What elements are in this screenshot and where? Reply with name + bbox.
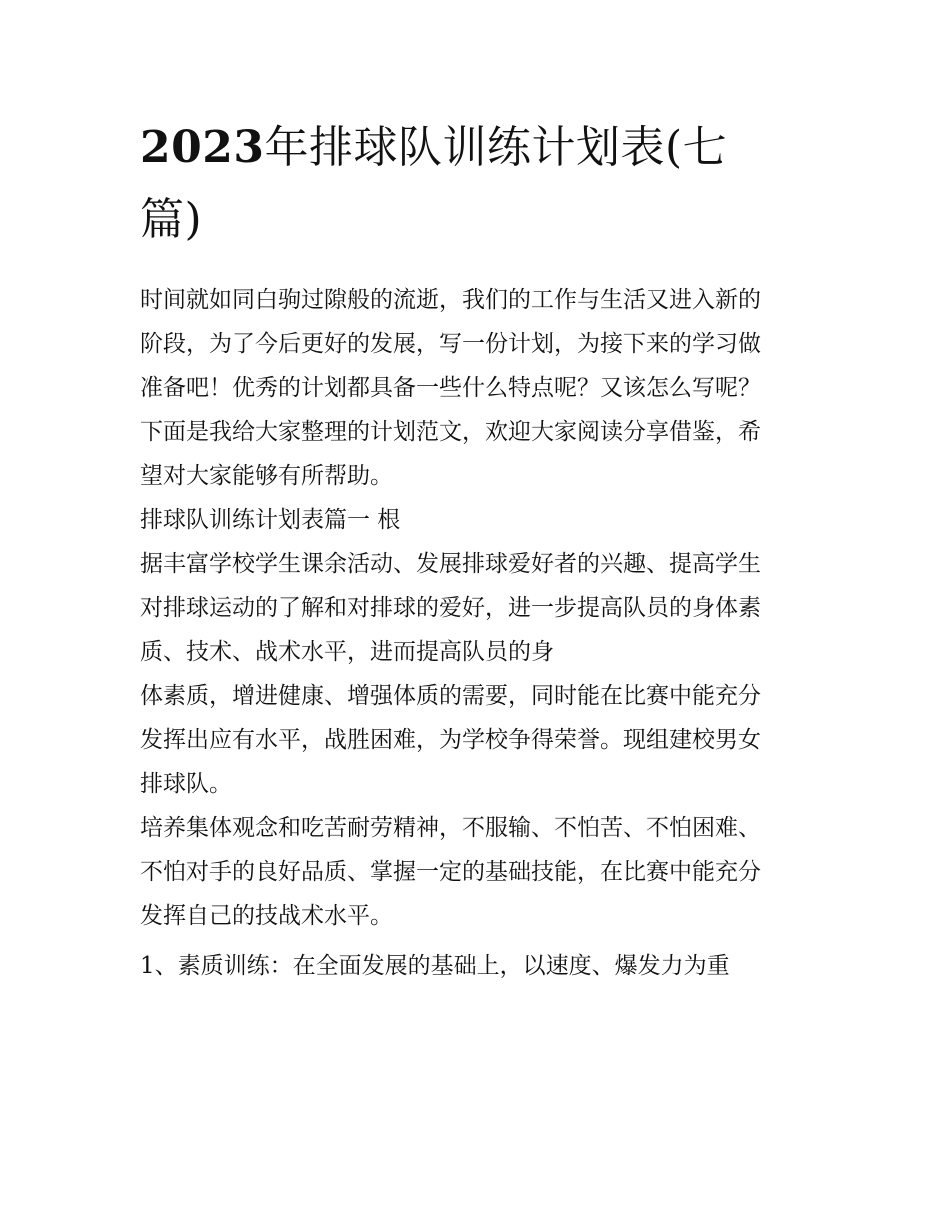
body-line: 时间就如同白驹过隙般的流逝，我们的工作与生活又进入新的	[140, 287, 761, 313]
body-line: 对排球运动的了解和对排球的爱好，进一步提高队员的身体素	[140, 595, 761, 621]
title-text-line-2: 篇)	[140, 194, 203, 245]
body-line: 下面是我给大家整理的计划范文，欢迎大家阅读分享借鉴，希	[140, 419, 761, 445]
body-line: 培养集体观念和吃苦耐劳精神，不服输、不怕苦、不怕困难、	[140, 815, 761, 841]
document-body	[140, 278, 816, 988]
title-year: 2023	[140, 122, 265, 173]
title-text-line-1: 年排球队训练计划表(七	[264, 122, 728, 173]
body-line: 排球队。	[140, 771, 232, 797]
body-line: 质、技术、战术水平，进而提高队员的身	[140, 639, 554, 665]
document-title	[140, 112, 820, 256]
body-line: 阶段，为了今后更好的发展，写一份计划，为接下来的学习做	[140, 331, 761, 357]
body-line: 发挥自己的技战术水平。	[140, 903, 393, 929]
body-line: 体素质，增进健康、增强体质的需要，同时能在比赛中能充分	[140, 683, 761, 709]
body-line: 准备吧！优秀的计划都具备一些什么特点呢？又该怎么写呢？	[140, 375, 761, 401]
section-heading: 排球队训练计划表篇一 根	[140, 507, 401, 533]
list-item: 1、素质训练：在全面发展的基础上，以速度、爆发力为重	[140, 953, 730, 979]
body-line: 望对大家能够有所帮助。	[140, 463, 393, 489]
body-line: 不怕对手的良好品质、掌握一定的基础技能，在比赛中能充分	[140, 859, 761, 885]
body-line: 发挥出应有水平，战胜困难，为学校争得荣誉。现组建校男女	[140, 727, 761, 753]
body-line: 据丰富学校学生课余活动、发展排球爱好者的兴趣、提高学生	[140, 551, 761, 577]
